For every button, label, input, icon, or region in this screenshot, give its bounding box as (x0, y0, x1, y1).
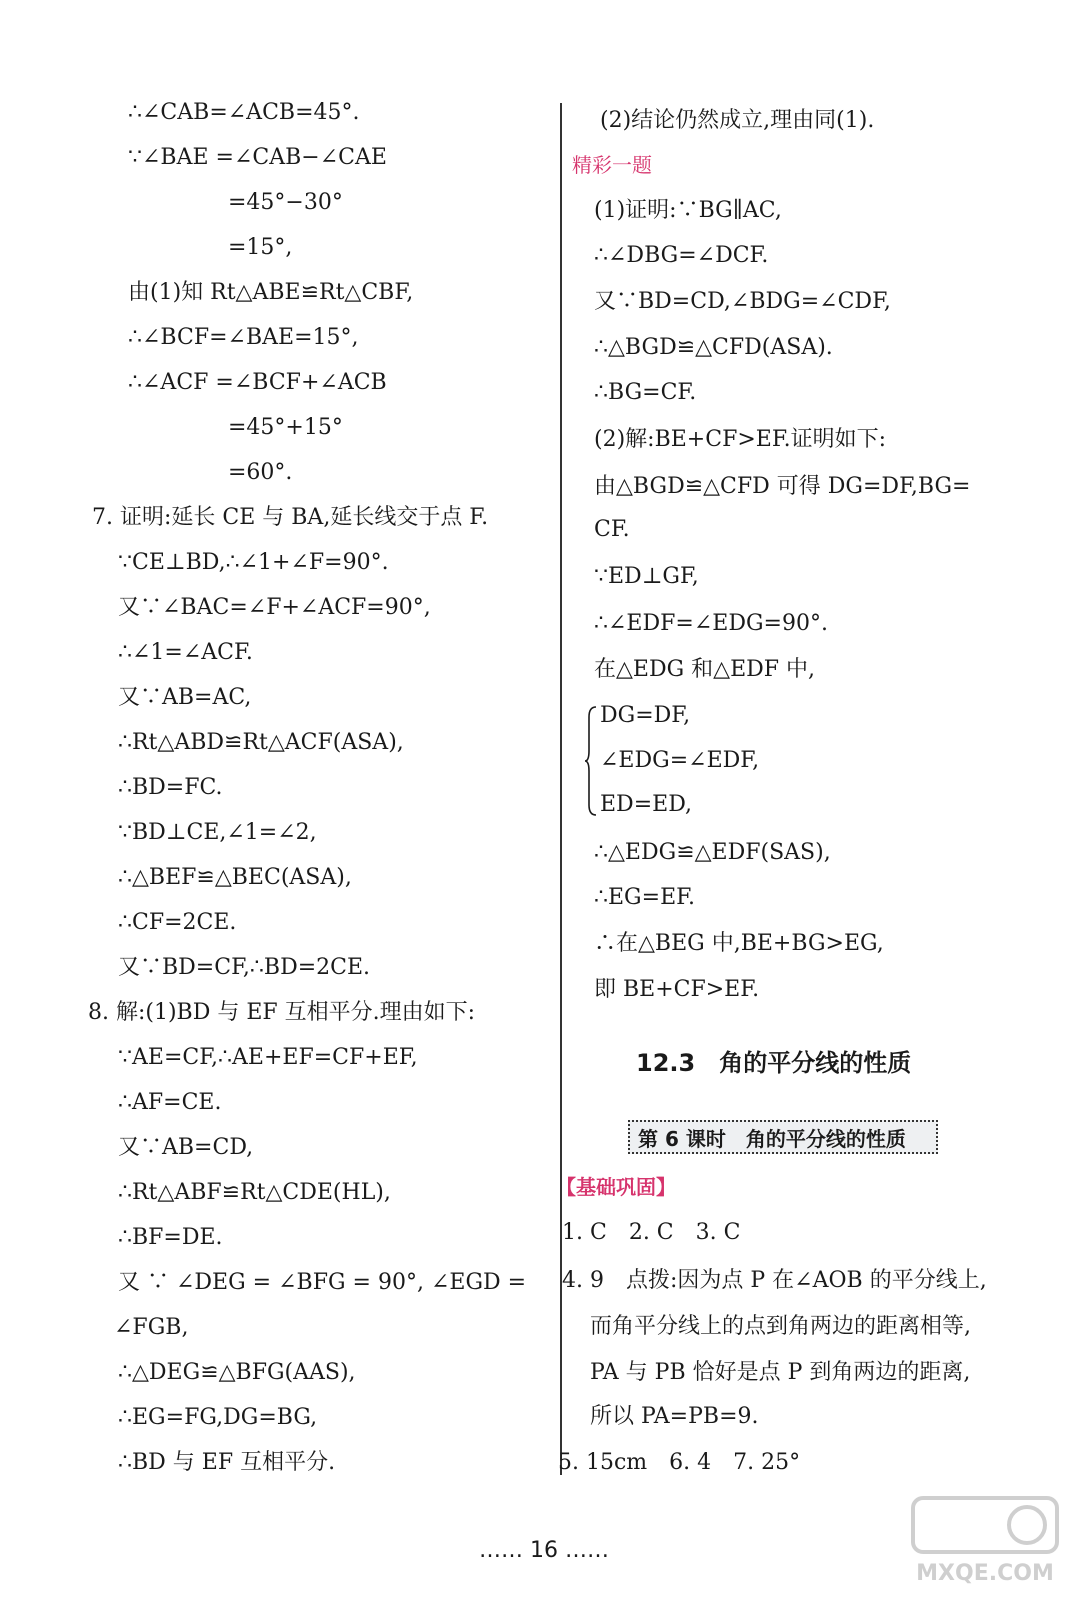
text-line: ∵CE⊥BD,∴∠1+∠F=90°. (118, 550, 389, 575)
text-line: ∴△BEF≌△BEC(ASA), (118, 865, 352, 890)
text-line: ∴∠DBG=∠DCF. (594, 243, 769, 268)
answer-line: 4. 9 点拨:因为点 P 在∠AOB 的平分线上, (562, 1268, 987, 1293)
text-line: ∴CF=2CE. (118, 910, 237, 935)
problem-7: 7. 证明:延长 CE 与 BA,延长线交于点 F. (92, 505, 489, 530)
text-line: 由△BGD≌△CFD 可得 DG=DF,BG= (594, 474, 971, 499)
text-line: ∴BG=CF. (594, 380, 697, 405)
text-line: 又∵BD=CF,∴BD=2CE. (118, 955, 371, 980)
text-line: 即 BE+CF>EF. (594, 977, 760, 1002)
text-line: (2)结论仍然成立,理由同(1). (600, 108, 875, 133)
text-line: ∵AE=CF,∴AE+EF=CF+EF, (118, 1045, 418, 1070)
answer-line: 5. 15cm 6. 4 7. 25° (558, 1450, 801, 1475)
text-line: ∴BD 与 EF 互相平分. (118, 1450, 336, 1475)
answer-line: PA 与 PB 恰好是点 P 到角两边的距离, (590, 1360, 971, 1385)
text-line: ∴∠BCF=∠BAE=15°, (128, 325, 359, 350)
text-line: ∴EG=FG,DG=BG, (118, 1405, 318, 1430)
basic-tag: 【基础巩固】 (556, 1175, 676, 1199)
text-line: ∴△DEG≌△BFG(AAS), (118, 1360, 356, 1385)
text-line: ∴∠1=∠ACF. (118, 640, 253, 665)
lesson-title-box: 第 6 课时 角的平分线的性质 (628, 1120, 938, 1154)
text-line: =60°. (228, 460, 293, 485)
text-line: 在△EDG 和△EDF 中, (594, 657, 816, 682)
text-line: 又 ∵ ∠DEG = ∠BFG = 90°, ∠EGD = (118, 1270, 527, 1295)
brace-icon (584, 705, 598, 817)
text-line: 又∵BD=CD,∠BDG=∠CDF, (594, 289, 891, 314)
text-line: ∴Rt△ABF≌Rt△CDE(HL), (118, 1180, 391, 1205)
text-line: ∴∠EDF=∠EDG=90°. (594, 611, 828, 636)
text-line: CF. (594, 517, 630, 542)
text-line: ∴∠CAB=∠ACB=45°. (128, 100, 360, 125)
text-line: 又∵AB=AC, (118, 685, 252, 710)
section-title: 12.3 角的平分线的性质 (636, 1049, 912, 1077)
highlight-heading: 精彩一题 (572, 153, 652, 177)
text-line: =45°+15° (228, 415, 343, 440)
text-line: ∵ED⊥GF, (594, 564, 699, 589)
system-line: DG=DF, (600, 703, 691, 728)
system-line: ∠EDG=∠EDF, (600, 748, 760, 773)
text-line: ∵BD⊥CE,∠1=∠2, (118, 820, 317, 845)
watermark-logo-icon (905, 1490, 1065, 1590)
text-line: 由(1)知 Rt△ABE≌Rt△CBF, (128, 280, 414, 305)
text-line: ∵∠BAE =∠CAB−∠CAE (128, 145, 387, 170)
answer-line: 所以 PA=PB=9. (590, 1404, 759, 1429)
text-line: ∴△BGD≌△CFD(ASA). (594, 335, 833, 360)
text-line: 又∵∠BAC=∠F+∠ACF=90°, (118, 595, 431, 620)
system-line: ED=ED, (600, 792, 693, 817)
answer-line: 1. C 2. C 3. C (562, 1220, 741, 1245)
text-line: =15°, (228, 235, 293, 260)
text-line: =45°−30° (228, 190, 343, 215)
text-line: ∴Rt△ABD≌Rt△ACF(ASA), (118, 730, 404, 755)
text-line: (1)证明:∵BG∥AC, (594, 198, 782, 223)
text-line: ∴△EDG≌△EDF(SAS), (594, 840, 831, 865)
page-number: …… 16 …… (479, 1538, 609, 1563)
text-line: ∴EG=EF. (594, 885, 695, 910)
text-line: ∴在△BEG 中,BE+BG>EG, (594, 931, 884, 956)
answer-line: 而角平分线上的点到角两边的距离相等, (590, 1314, 971, 1339)
text-line: ∠FGB, (114, 1315, 189, 1340)
text-line: ∴BF=DE. (118, 1225, 223, 1250)
text-line: (2)解:BE+CF>EF.证明如下: (594, 427, 887, 452)
problem-8: 8. 解:(1)BD 与 EF 互相平分.理由如下: (88, 1000, 476, 1025)
watermark-text: MXQE.COM (916, 1561, 1054, 1586)
text-line: ∴AF=CE. (118, 1090, 222, 1115)
text-line: ∴∠ACF =∠BCF+∠ACB (128, 370, 387, 395)
text-line: ∴BD=FC. (118, 775, 223, 800)
text-line: 又∵AB=CD, (118, 1135, 254, 1160)
